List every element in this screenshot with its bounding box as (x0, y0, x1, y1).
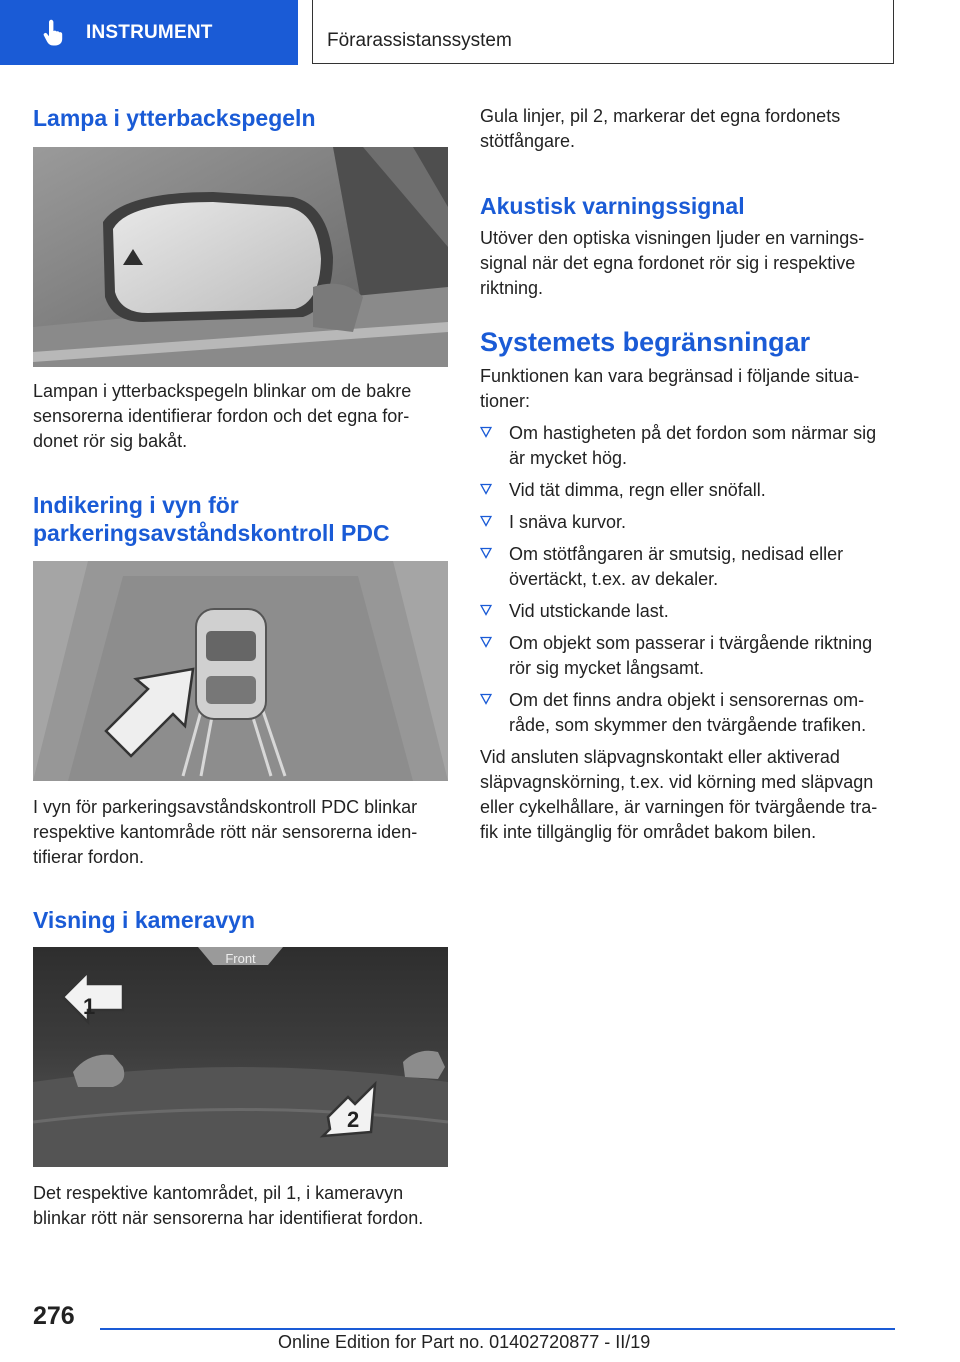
triangle-bullet-icon (480, 426, 492, 438)
list-item (480, 478, 895, 503)
footer-edition-text: Online Edition for Part no. 01402720877 - II/19 (278, 1332, 651, 1352)
camera-view-text: Det respektive kantområdet, pil 1, i kameravyn blinkar rött när sensorerna har identifierat fordon. (33, 1183, 424, 1228)
triangle-bullet-icon (480, 693, 492, 705)
triangle-bullet-icon (480, 636, 492, 648)
list-item-text: Om det finns andra objekt i sensorernas om-råde, som skymmer den tvärgående trafiken. (509, 690, 867, 735)
mirror-lamp-text: Lampan i ytterbackspegeln blinkar om de bakre sensorerna identifierar fordon och det egna for-donet rör sig bakåt. (33, 381, 412, 451)
yellow-lines-text: Gula linjer, pil 2, markerar det egna fordonets stötfångare. (480, 106, 841, 151)
page-number: 276 (33, 1302, 75, 1330)
footer-divider (100, 1328, 895, 1330)
list-item (480, 631, 895, 681)
section-header (312, 0, 894, 64)
heading-pdc-line1: Indikering i vyn för (33, 492, 239, 518)
list-item-text: Vid tät dimma, regn eller snöfall. (509, 480, 766, 500)
camera-arrow-1-label: 1 (83, 994, 96, 1019)
list-item-text: Vid utstickande last. (509, 601, 669, 621)
list-item (480, 688, 895, 738)
list-item-text: Om hastigheten på det fordon som närmar sig är mycket hög. (509, 423, 877, 468)
system-limits-text: Funktionen kan vara begränsad i följande situa-tioner: (480, 366, 860, 411)
camera-front-label: Front (225, 951, 256, 966)
hand-pointer-icon (38, 18, 68, 48)
trailer-note-text: Vid ansluten släpvagnskontakt eller aktiverad släpvagnskörning, t.ex. vid körning med släpvagn eller cykelhållare, är varningen för tvärgående tra-fik inte tillgänglig för området bakom bilen. (480, 747, 878, 842)
heading-camera-view: Visning i kameravyn (33, 907, 256, 933)
list-item (480, 542, 895, 592)
list-item-text: Om objekt som passerar i tvärgående riktning rör sig mycket långsamt. (509, 633, 873, 678)
section-title: Förarassistanssystem (327, 30, 512, 51)
heading-mirror-lamp: Lampa i ytterbackspegeln (33, 105, 316, 131)
camera-view-illustration (33, 947, 448, 1167)
list-item (480, 599, 895, 624)
mirror-illustration (33, 147, 448, 367)
heading-acoustic-warning: Akustisk varningssignal (480, 193, 745, 219)
triangle-bullet-icon (480, 604, 492, 616)
camera-arrow-2-label: 2 (347, 1107, 360, 1132)
list-item-text: Om stötfångaren är smutsig, nedisad eller övertäckt, t.ex. av dekaler. (509, 544, 844, 589)
chapter-tab-label: INSTRUMENT (86, 21, 213, 43)
triangle-bullet-icon (480, 483, 492, 495)
list-item (480, 510, 895, 535)
triangle-bullet-icon (480, 515, 492, 527)
triangle-bullet-icon (480, 547, 492, 559)
heading-pdc-line2: parkeringsavståndskontroll PDC (33, 520, 390, 546)
acoustic-warning-text: Utöver den optiska visningen ljuder en varnings-signal när det egna fordonet rör sig i respektive riktning. (480, 228, 865, 298)
pdc-text: I vyn för parkeringsavståndskontroll PDC blinkar respektive kantområde rött när sensorerna iden-tifierar fordon. (33, 797, 418, 867)
pdc-view-illustration (33, 561, 448, 781)
list-item-text: I snäva kurvor. (509, 512, 627, 532)
heading-system-limits: Systemets begränsningar (480, 327, 811, 357)
chapter-tab[interactable] (0, 0, 298, 65)
list-item (480, 421, 895, 471)
